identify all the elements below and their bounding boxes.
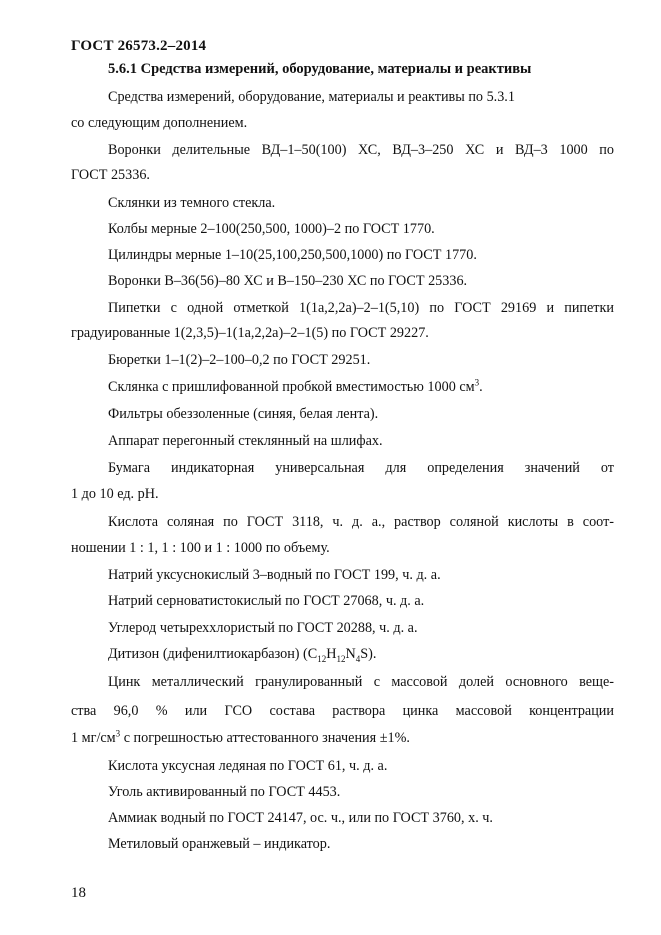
subscript: 12 [336, 653, 346, 664]
paragraph-text: с погрешностью аттестованного значения ±1%. [120, 730, 410, 746]
paragraph-line: Колбы мерные 2–100(250,500, 1000)–2 по ГОСТ 1770. [108, 221, 435, 237]
paragraph-line: ГОСТ 25336. [71, 167, 150, 183]
paragraph-line: 1 до 10 ед. рН. [71, 486, 159, 502]
paragraph-line: Кислота уксусная ледяная по ГОСТ 61, ч. д. а. [108, 758, 388, 774]
paragraph-line: Натрий уксуснокислый 3–водный по ГОСТ 199, ч. д. а. [108, 567, 441, 583]
paragraph-line: ношении 1 : 1, 1 : 100 и 1 : 1000 по объему. [71, 540, 330, 556]
paragraph-line: Метиловый оранжевый – индикатор. [108, 836, 331, 852]
subscript: 12 [317, 653, 327, 664]
paragraph-line: Бумага индикаторная универсальная для определения значений от [108, 460, 614, 476]
paragraph-line: Натрий серноватистокислый по ГОСТ 27068, ч. д. а. [108, 593, 425, 609]
paragraph-line: Воронки делительные ВД–1–50(100) ХС, ВД–3–250 ХС и ВД–3 1000 по [108, 142, 614, 158]
paragraph-line [71, 728, 410, 746]
paragraph-line: Пипетки с одной отметкой 1(1а,2,2а)–2–1(5,10) по ГОСТ 29169 и пипетки [108, 300, 614, 316]
paragraph-line: Воронки В–36(56)–80 ХС и В–150–230 ХС по ГОСТ 25336. [108, 273, 468, 289]
paragraph-line: Склянки из темного стекла. [108, 195, 276, 211]
paragraph-line [108, 646, 377, 664]
paragraph-line: градуированные 1(2,3,5)–1(1а,2,2а)–2–1(5) по ГОСТ 29227. [71, 325, 429, 341]
paragraph-line: Углерод четыреххлористый по ГОСТ 20288, ч. д. а. [108, 620, 418, 636]
paragraph-text: . [479, 379, 483, 395]
paragraph-line: ства 96,0 % или ГСО состава раствора цинка массовой концентрации [71, 703, 614, 719]
paragraph-text: 1 мг/см [71, 730, 116, 746]
paragraph-line: Бюретки 1–1(2)–2–100–0,2 по ГОСТ 29251. [108, 352, 371, 368]
paragraph-text: S). [360, 646, 377, 662]
superscript: 3 [115, 728, 121, 739]
paragraph-text: Склянка с пришлифованной пробкой вместимостью 1000 см [108, 379, 475, 395]
paragraph-line: Средства измерений, оборудование, материалы и реактивы по 5.3.1 [108, 89, 515, 105]
paragraph-line: Цинк металлический гранулированный с массовой долей основного веще- [108, 674, 614, 690]
paragraph-line: Фильтры обеззоленные (синяя, белая лента). [108, 406, 379, 422]
page-number: 18 [71, 885, 86, 901]
paragraph-line: со следующим дополнением. [71, 115, 248, 131]
paragraph-line: Аппарат перегонный стеклянный на шлифах. [108, 433, 383, 449]
paragraph-line: Кислота соляная по ГОСТ 3118, ч. д. а., раствор соляной кислоты в соот- [108, 514, 614, 530]
document-header: ГОСТ 26573.2–2014 [71, 38, 207, 54]
superscript: 3 [474, 377, 480, 388]
section-title: 5.6.1 Средства измерений, оборудование, материалы и реактивы [108, 61, 532, 77]
paragraph-text: Дитизон (дифенилтиокарбазон) (С [108, 646, 318, 662]
paragraph-text: N [345, 646, 356, 662]
subscript: 4 [355, 653, 361, 664]
paragraph-text: Н [326, 646, 337, 662]
paragraph-line: Аммиак водный по ГОСТ 24147, ос. ч., или по ГОСТ 3760, х. ч. [108, 810, 493, 826]
paragraph-line: Цилиндры мерные 1–10(25,100,250,500,1000) по ГОСТ 1770. [108, 247, 477, 263]
paragraph-line [108, 377, 483, 395]
paragraph-line: Уголь активированный по ГОСТ 4453. [108, 784, 341, 800]
